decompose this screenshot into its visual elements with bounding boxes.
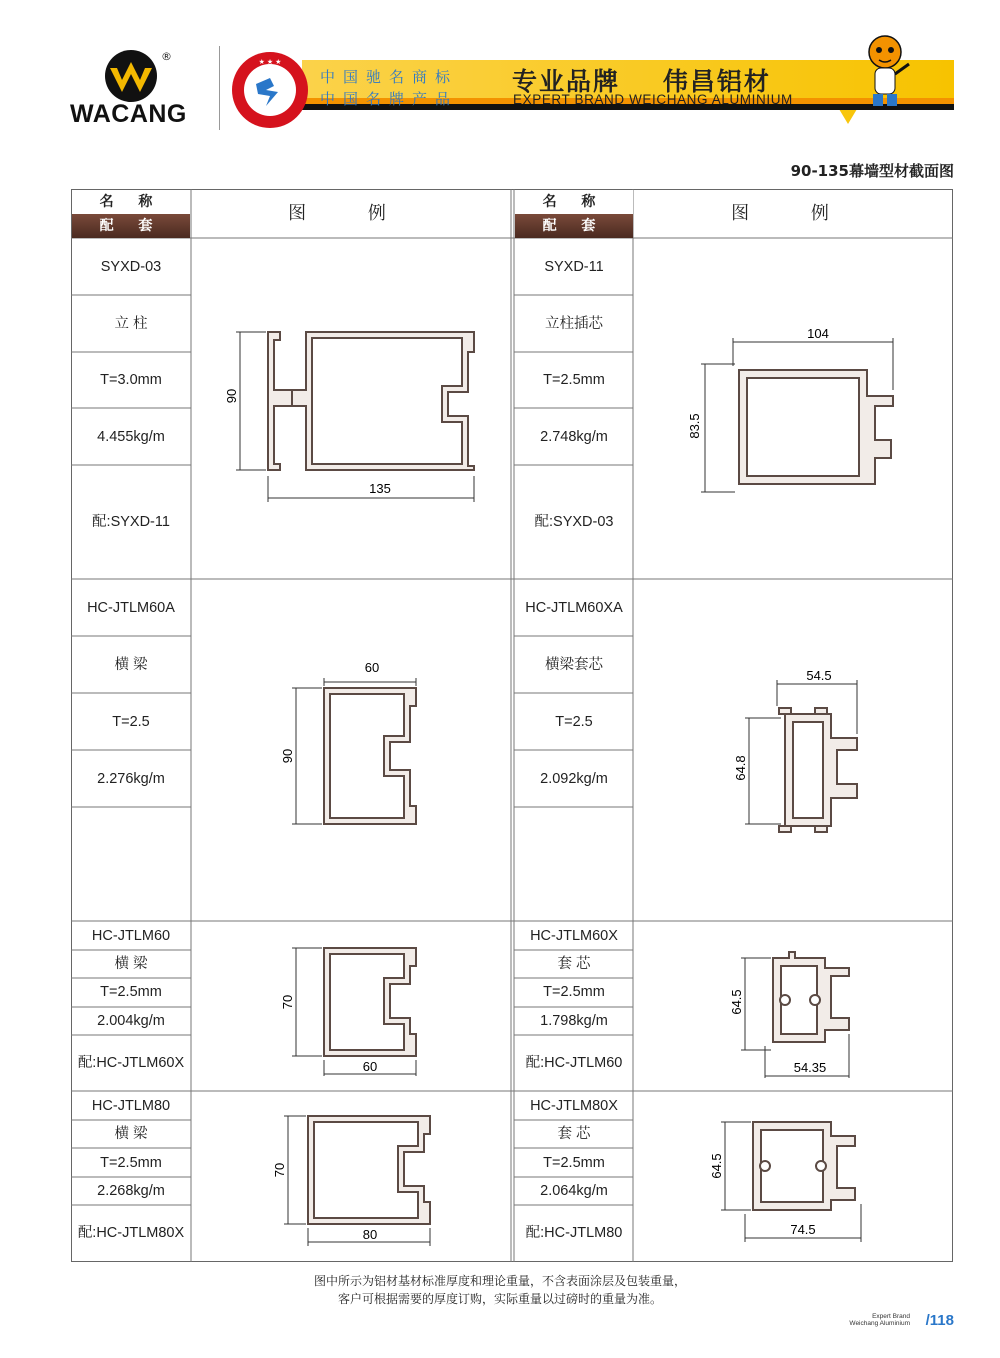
row2-right-thickness: T=2.5 bbox=[555, 714, 593, 730]
header-match-right: 配 套 bbox=[515, 214, 633, 238]
profile-drawing-syxd-03 bbox=[192, 240, 510, 578]
profile-drawing-hc-jtlm60xa bbox=[635, 580, 953, 920]
brand-logo-icon bbox=[100, 48, 162, 104]
row2-left-code: HC-JTLM60A bbox=[87, 600, 175, 616]
row1-right-name: 立柱插芯 bbox=[545, 316, 603, 332]
row1-right-code: SYXD-11 bbox=[544, 259, 604, 275]
dim-label: 64.5 bbox=[729, 989, 744, 1015]
footer-note bbox=[0, 1272, 1000, 1308]
row4-right-weight: 2.064kg/m bbox=[540, 1183, 608, 1199]
dim-label: 83.5 bbox=[687, 413, 702, 439]
row3-left-thickness: T=2.5mm bbox=[100, 984, 162, 1000]
row3-left-weight: 2.004kg/m bbox=[97, 1013, 165, 1029]
profile-drawing-hc-jtlm60 bbox=[192, 922, 510, 1090]
row2-right-weight: 2.092kg/m bbox=[540, 771, 608, 787]
row1-right-match: 配:SYXD-03 bbox=[534, 514, 614, 530]
header-name-left: 名 称 bbox=[72, 190, 190, 214]
footer-small-line-1: Expert Brand bbox=[872, 1313, 910, 1320]
row3-left-code: HC-JTLM60 bbox=[91, 928, 171, 944]
header-name-right: 名 称 bbox=[515, 190, 633, 214]
row3-right-weight: 1.798kg/m bbox=[540, 1013, 608, 1029]
row1-left-thickness: T=3.0mm bbox=[100, 372, 162, 388]
dim-label: 60 bbox=[362, 1059, 378, 1074]
row1-left-weight: 4.455kg/m bbox=[97, 429, 165, 445]
profile-drawing-hc-jtlm80x bbox=[635, 1092, 953, 1260]
row2-right-code: HC-JTLM60XA bbox=[525, 600, 623, 616]
china-top-brand-badge-icon bbox=[230, 50, 310, 130]
row1-right-thickness: T=2.5mm bbox=[543, 372, 605, 388]
brand-name: WACANG bbox=[70, 100, 187, 128]
footer-note-line-1: 图中所示为铝材基材标准厚度和理论重量，不含表面涂层及包装重量， bbox=[313, 1274, 686, 1288]
page-title: 90-135幕墙型材截面图 bbox=[790, 162, 954, 180]
profile-drawing-hc-jtlm80 bbox=[192, 1092, 510, 1260]
page-number: /118 bbox=[925, 1312, 954, 1329]
dim-label: 90 bbox=[224, 388, 239, 404]
row3-right-thickness: T=2.5mm bbox=[543, 984, 605, 1000]
row2-left-thickness: T=2.5 bbox=[112, 714, 150, 730]
dim-label: 70 bbox=[272, 1162, 287, 1178]
registered-mark: ® bbox=[161, 50, 172, 63]
header-figure-left: 图 例 bbox=[288, 203, 414, 224]
row3-right-match: 配:HC-JTLM60 bbox=[525, 1055, 623, 1071]
dim-label: 64.5 bbox=[709, 1153, 724, 1179]
slogan-en: EXPERT BRAND WEICHANG ALUMINIUM bbox=[513, 92, 793, 107]
row4-left-code: HC-JTLM80 bbox=[91, 1098, 171, 1114]
profile-drawing-hc-jtlm60a bbox=[192, 580, 510, 920]
badge-text-block bbox=[320, 66, 458, 110]
profile-drawing-syxd-11 bbox=[635, 240, 953, 578]
dim-label: 74.5 bbox=[790, 1222, 816, 1237]
row2-right-name: 横梁套芯 bbox=[545, 657, 603, 673]
footer-brand-small bbox=[849, 1313, 910, 1327]
profile-drawing-hc-jtlm60x bbox=[635, 922, 953, 1090]
dim-label: 80 bbox=[362, 1227, 378, 1242]
dim-label: 54.5 bbox=[806, 668, 832, 683]
dim-label: 54.35 bbox=[793, 1060, 827, 1075]
header-match-left: 配 套 bbox=[72, 214, 190, 238]
row3-left-name: 横 梁 bbox=[114, 956, 148, 972]
row1-left-match: 配:SYXD-11 bbox=[92, 514, 170, 530]
header-figure-right: 图 例 bbox=[731, 203, 857, 224]
row3-right-code: HC-JTLM60X bbox=[530, 928, 618, 944]
slogan: 专业品牌 伟昌铝材 bbox=[512, 67, 771, 96]
footer-note-line-2: 客户可根据需要的厚度订购，实际重量以过磅时的重量为准。 bbox=[337, 1292, 662, 1306]
row4-right-name: 套 芯 bbox=[557, 1126, 591, 1142]
row4-left-match: 配:HC-JTLM80X bbox=[77, 1225, 185, 1241]
dim-label: 135 bbox=[369, 481, 391, 496]
row4-left-thickness: T=2.5mm bbox=[100, 1155, 162, 1171]
row4-right-code: HC-JTLM80X bbox=[530, 1098, 618, 1114]
badge-line-1: 中国驰名商标 bbox=[320, 68, 459, 86]
dim-label: 60 bbox=[364, 660, 380, 675]
row4-left-name: 横 梁 bbox=[114, 1126, 148, 1142]
dim-label: 90 bbox=[280, 748, 295, 764]
row1-left-code: SYXD-03 bbox=[100, 259, 162, 275]
row1-left-name: 立 柱 bbox=[114, 316, 148, 332]
row4-left-weight: 2.268kg/m bbox=[97, 1183, 165, 1199]
row3-left-match: 配:HC-JTLM60X bbox=[77, 1055, 185, 1071]
row2-left-weight: 2.276kg/m bbox=[97, 771, 165, 787]
row4-right-thickness: T=2.5mm bbox=[543, 1155, 605, 1171]
row4-right-match: 配:HC-JTLM80 bbox=[525, 1225, 623, 1241]
dim-label: 64.8 bbox=[733, 755, 748, 781]
header-divider bbox=[219, 46, 220, 130]
row3-right-name: 套 芯 bbox=[557, 956, 591, 972]
footer-small-line-2: Weichang Aluminium bbox=[849, 1320, 910, 1327]
row2-left-name: 横 梁 bbox=[114, 657, 148, 673]
dim-label: 104 bbox=[807, 326, 829, 341]
svg-text:★ ★ ★: ★ ★ ★ bbox=[258, 59, 282, 66]
tiger-mascot-icon bbox=[855, 30, 915, 112]
badge-line-2: 中国名牌产品 bbox=[320, 90, 459, 108]
row1-right-weight: 2.748kg/m bbox=[540, 429, 608, 445]
dim-label: 70 bbox=[280, 994, 295, 1010]
